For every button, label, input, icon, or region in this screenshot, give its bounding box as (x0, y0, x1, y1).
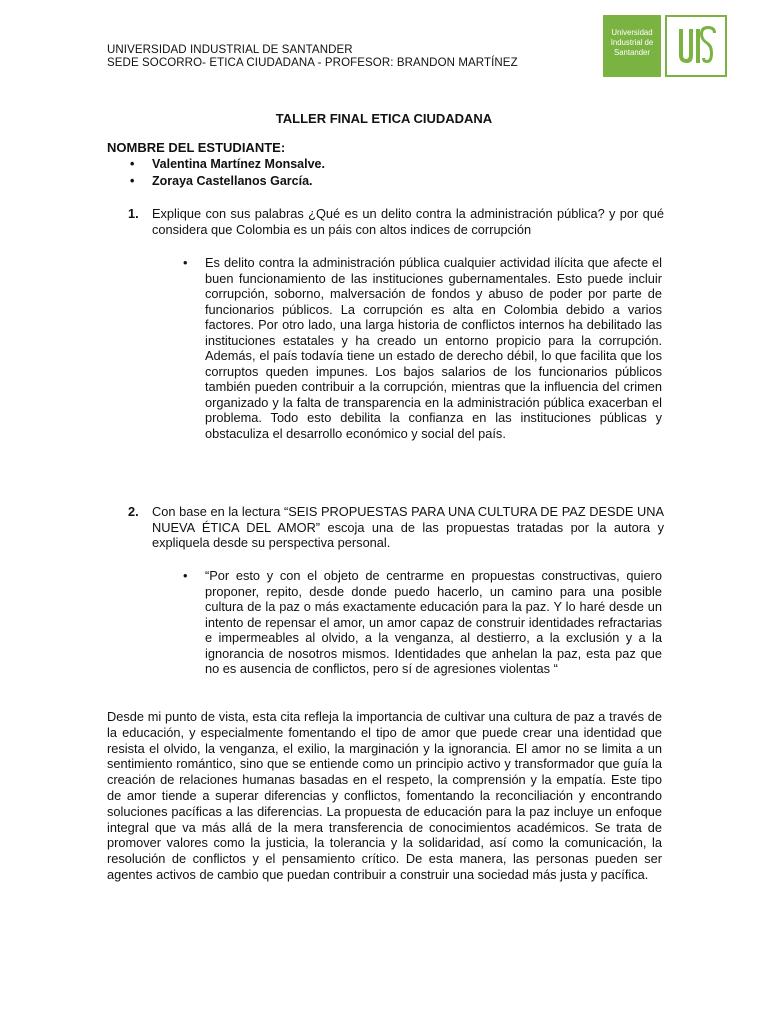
question-text: Con base en la lectura “SEIS PROPUESTAS PARA UNA CULTURA DE PAZ DESDE UNA NUEVA ÉTICA DEL AMOR” escoja una de las propuestas tratadas por la autora y expliquela desde su perspectiva personal. (152, 504, 664, 550)
logo-line-1: Universidad (611, 28, 653, 37)
logo-line-2: Industrial de (610, 38, 654, 47)
question-number: 2. (128, 504, 139, 519)
header-university: UNIVERSIDAD INDUSTRIAL DE SANTANDER (107, 44, 353, 56)
uis-emblem-icon (665, 15, 727, 77)
document-header (107, 44, 518, 70)
answer-text: Es delito contra la administración pública cualquier actividad ilícita que afecte el buen funcionamiento de las instituciones gubernamentales. Esto puede incluir corrupción, soborno, malversación de fondos y abuso de poder por parte de funcionarios públicos. La corrupción es alta en Colombia debido a varios factores. Por otro lado, una larga historia de conflictos internos ha debilitado las instituciones estatales y ha creado un entorno propicio para la corrupción. Además, el país todavía tiene un estado de derecho débil, lo que facilita que los corruptos queden impunes. Los bajos salarios de los funcionarios públicos también pueden contribuir a la corrupción, mientras que la influencia del crimen organizado y la falta de transparencia en la administración pública exacerban el problema. Todo esto debilita la confianza en las instituciones públicas y obstaculiza el desarrollo económico y social del país. (205, 255, 662, 441)
bullet-icon: • (183, 255, 188, 270)
bullet-icon: • (130, 174, 135, 188)
list-item (130, 173, 325, 190)
header-course: SEDE SOCORRO- ETICA CIUDADANA - PROFESOR: BRANDON MARTÍNEZ (107, 57, 518, 69)
student-name: Valentina Martínez Monsalve. (152, 157, 325, 171)
student-label: NOMBRE DEL ESTUDIANTE: (107, 140, 286, 155)
page-title: TALLER FINAL ETICA CIUDADANA (275, 111, 493, 126)
reflection-paragraph: Desde mi punto de vista, esta cita refleja la importancia de cultivar una cultura de paz a través de la educación, y especialmente fomentando el tipo de amor que puede crear una identidad que resista el olvido, la venganza, el exilio, la marginación y la ignorancia. El amor no se limita a un sentimiento romántico, sino que se entiende como un principio activo y transformador que guía la creación de relaciones humanas basadas en el respeto, la comprensión y la empatía. Este tipo de amor tiende a superar diferencias y conflictos, fomentando la reconciliación y encontrando soluciones pacíficas a las diferencias. La propuesta de educación para la paz incluye un enfoque integral que va más allá de la mera transferencia de conocimientos académicos. Se trata de promover valores como la justicia, la tolerancia y la solidaridad, así como la comunicación, la resolución de conflictos y el pensamiento crítico. De esta manera, las personas pueden ser agentes activos de cambio que puedan contribuir a construir una sociedad más justa y pacífica. (107, 709, 662, 882)
quote-text: “Por esto y con el objeto de centrarme en propuestas constructivas, quiero proponer, repito, desde donde puedo hacerlo, un camino para una posible cultura de la paz o más exactamente educación para la paz. Y lo haré desde un intento de repensar el amor, un amor capaz de construir identidades refractarias e impermeables al olvido, a la venganza, al destierro, a la exclusión y a la ignorancia de nosotros mismos. Identidades que anhelan la paz, esta paz que no es ausencia de conflictos, pero sí de agresiones violentas “ (205, 568, 662, 676)
list-item (130, 156, 325, 173)
logo-wordmark (603, 15, 661, 77)
student-name: Zoraya Castellanos García. (152, 174, 313, 188)
student-list (130, 156, 325, 190)
logo-line-3: Santander (614, 48, 650, 57)
bullet-icon: • (183, 568, 188, 583)
question-text: Explique con sus palabras ¿Qué es un delito contra la administración pública? y por qué considera que Colombia es un páis con altos indices de corrupción (152, 206, 664, 237)
uis-logo (603, 15, 727, 77)
bullet-icon: • (130, 157, 135, 171)
question-number: 1. (128, 206, 139, 221)
